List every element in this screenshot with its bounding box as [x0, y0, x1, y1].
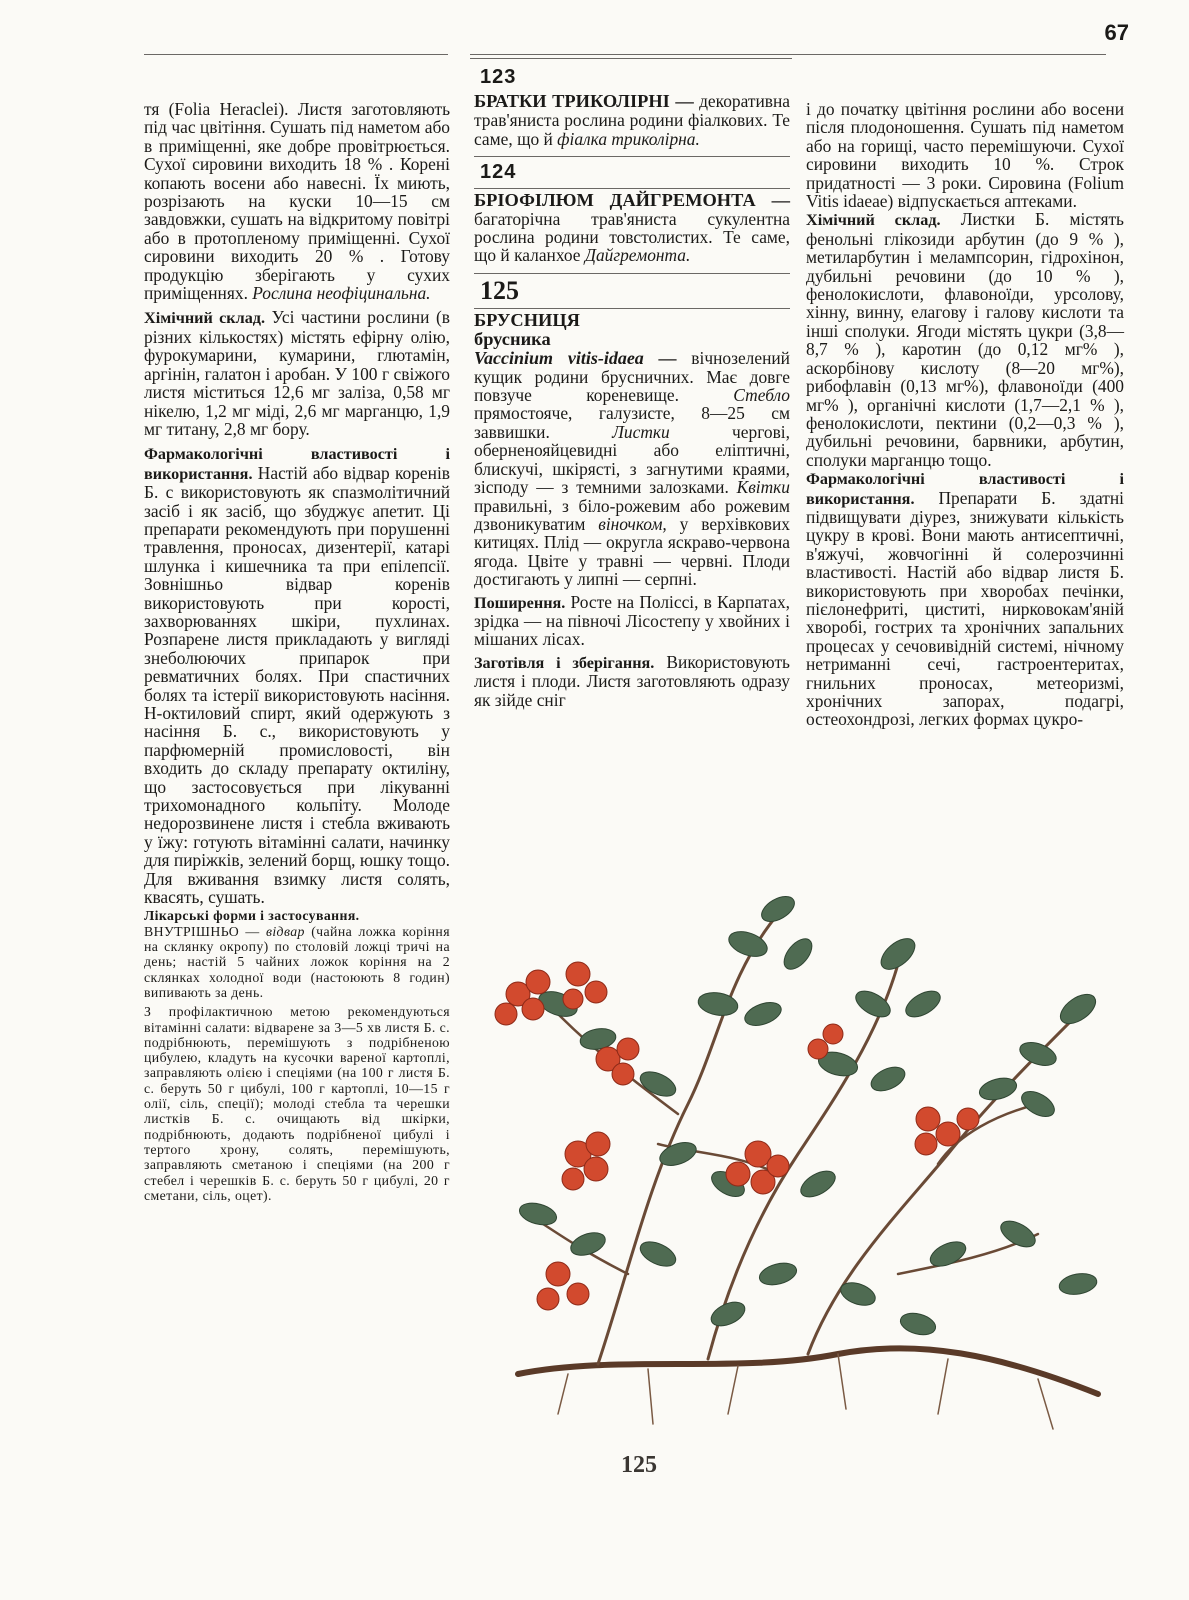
section-heading: Заготівля і зберігання.: [474, 653, 655, 672]
italic-term: Квітки: [736, 477, 790, 498]
section-heading: Фармакологічні властивості і використання.: [806, 470, 1124, 508]
text-run: багаторічна трав'яниста сукулентна рослина родини товстолистих. Те саме, що й каланхое: [474, 208, 790, 266]
label-caps: ВНУТРІШНЬО —: [144, 923, 260, 939]
entry-title: БРАТКИ ТРИКОЛІРНІ —: [474, 91, 694, 112]
column-middle: [474, 62, 790, 709]
entry-divider: [474, 273, 790, 274]
header-rule-col2: [470, 58, 792, 59]
section-heading: Фармакологічні властивості і використання.: [144, 445, 450, 483]
text-run: Листки Б. містять фенольні глікозиди арбутин (до 9 % ), метиларбутин і мелампсорин, гідрохінон, дубильні речовини (до 10 % ), фенолокислоти, флавоноїди, урсолову, хінну, винну, елагову і галову кислоти та інші сполуки. Ягоди містять цукри (3,8—8,7 % ), каротин (до 0,12 мг% ), аскорбінову кислоту (8—20 мг%), рибофлавін (0,13 мг%), флавоноїди (400 мг% ), органічні кислоти (1,7—2,1 % ), фенолокислоти, пектини (0,2—0,3 % ), дубильні речовини, барвники, арбутин, сполуки марганцю тощо.: [806, 209, 1124, 470]
italic-term: відвар: [265, 923, 305, 939]
text-run: Усі частини рослини (в різних кількостях) містять ефірну олію, фурокумарини, кумарини, глютамін, аргінін, галатон і аробан. У 100 г свіжого листя міститься 12,6 мг заліза, 0,58 мг нікелю, 1,2 мг міді, 2,6 мг марганцю, 1,9 мг титану, 2,8 мг бору.: [144, 307, 450, 439]
latin-name: Vaccinium vitis-idaea —: [474, 348, 677, 369]
section-heading: Лікарські форми і застосування.: [144, 908, 360, 924]
paragraph: [806, 469, 1124, 729]
entry-divider: [474, 156, 790, 157]
italic-term: Стебло: [733, 385, 790, 406]
cowberry-illustration: [478, 854, 1124, 1452]
text-run: Настій або відвар коренів Б. с використовують як спазмолітичний засіб і як засіб, що збуджує апетит. Ці препарати рекомендують при порушенні травлення, проносах, дизентерії, катарі шлунка і кишечника та при епілепсії. Зовнішньо відвар коренів використовують при короcті, захворюваннях шкіри, пухлинах. Розпарене листя прикладають у вигляді знеболюючих припарок при ревматичних болях. При спастичних болях та істерії використовують насіння. Н-октиловий спирт, який одержують з насіння Б. с., використовують у парфюмерній промисловості, він входить до складу препарату октиліну, що застосовується при лікуванні трихомонадного кольпіту. Молоде недорозвинене листя і стебла вживають у їжу: готують вітамінні салати, начинку для пиріжків, зелений борщ, юшку тощо. Для вживання взимку листя солять, квасять, сушать.: [144, 462, 450, 908]
text-run: чергові, оберненояйцевидні або еліптичні, блискучі, шкірясті, з загнутими краями, зісподу — з темними залозками.: [474, 421, 790, 498]
paragraph: і до початку цвітіння рослини або восени після плодоношення. Сушать під наметом або на горищі, часто перемішуючи. Сухої сировини виходить 10 %. Строк придатності — 3 роки. Сировина (Folium Vitis idaeae) відпускається аптеками.: [806, 99, 1124, 212]
entry-title: БРІОФІЛЮМ ДАЙГРЕМОНТА —: [474, 189, 790, 210]
column-right: [806, 100, 1124, 729]
prophylaxis-text: З профілактичною метою рекомендуються вітамінні салати: відварене за 3—5 хв листя Б. с. подрібнюють, перемішують з подрібненою цибулею, кладуть на кусочки вареної картоплі, заправляють олією і спеціями (на 100 г листя Б. с. беруть 50 г цибулі, 100 г картоплі, 10—15 г олії, сіль, спеції); молоді стебла та черешки листків Б. с. очищають від шкірки, подрібнюють, додають подрібненої цибулі і тертого хрону, солять, перемішують, заправляють сметаною і спеціями (на 200 г стебел і черешків Б. с. беруть 50 г цибулі, 20 г сметани, сіль, оцет).: [144, 1004, 450, 1203]
section-heading: Хімічний склад.: [144, 309, 266, 328]
entry-divider: [474, 308, 790, 309]
section-heading: Поширення.: [474, 593, 566, 612]
column-left: [144, 100, 450, 1203]
italic-ref: фіалка триколірна.: [557, 128, 700, 149]
text-run: Росте на Поліссі, в Карпатах, зрідка — на півночі Лісостепу у хвойних і мішаних лісах.: [474, 591, 790, 650]
paragraph: [474, 653, 790, 709]
text-run: тя (Folia Heraclei). Листя заготовляють під час цвітіння. Сушать під наметом або в приміщенні, яке добре провітрюється. Сухої сировини виходить 18 % . Корені копають восени або навесні. Їх миють, розрізають на куски 10—15 см завдовжки, сушать на відкритому повітрі або в протопленому приміщенні. Сухої сировини виходить 20 % . Готову продукцію зберігають у сухих приміщеннях.: [144, 99, 450, 304]
entry-title: БРУСНИЦЯ: [474, 310, 580, 331]
entry-number: 124: [480, 161, 517, 184]
header-rule-right: [470, 54, 1106, 55]
figure-caption: 125: [621, 1452, 657, 1478]
page-number: 67: [1104, 20, 1129, 45]
section-heading: Хімічний склад.: [806, 211, 941, 230]
entry-number: 123: [480, 66, 517, 88]
russian-name: брусника: [474, 329, 551, 350]
paragraph: [144, 100, 450, 302]
paragraph: [806, 210, 1124, 469]
small-print-block: [144, 908, 450, 1203]
entry-123: [474, 92, 790, 148]
text-run: вічнозелений кущик родини брусничних. Має довге повзуче кореневище.: [474, 348, 790, 406]
paragraph: [144, 308, 450, 438]
italic-term: Листки: [612, 421, 670, 442]
paragraph: [144, 444, 450, 906]
text-run: правильні, з біло-рожевим або рожевим дзвоникуватим: [474, 495, 790, 534]
entry-124: [474, 191, 790, 265]
italic-ref: Дайгремонта.: [584, 245, 691, 266]
header-rule-left: [144, 54, 448, 55]
entry-125: [474, 311, 790, 588]
text-run: у верхівкових китицях. Плід — округла яскраво-червона ягода. Цвіте у травні — червні. Плоди достигають у липні — серпні.: [474, 513, 790, 590]
text-run: (чайна ложка коріння на склянку окропу) по столовій ложці тричі на день; настій 5 чайних ложок коріння на 2 склянках холодної води (настоюють 8 годин) випивають за день.: [144, 923, 450, 1000]
entry-number: 125: [480, 275, 519, 305]
text-run: декоративна трав'яниста рослина родини фіалкових. Те саме, що й: [474, 91, 790, 149]
entry-divider: [474, 188, 790, 189]
text-run: прямостояче, галузисте, 8—25 см заввишки.: [474, 403, 790, 442]
text-run: Препарати Б. здатні підвищувати діурез, знижувати кількість цукру в крові. Вони мають антисептичні, в'яжучі, жовчогінні й солерозчинні властивості. Настій або відвар листя Б. використовують при хворобах печінки, пієлонефриті, циститі, нирковокам'яній хворобі, гострих та хронічних запальних процесах у сечовивідній системі, нічному нетриманні сечі, гастроентеритах, гнильних проносах, метеоризмі, хронічних запорах, подагрі, остеохондрозі, легких формах цукро-: [806, 487, 1124, 730]
italic-note: Рослина неофіцинальна.: [252, 283, 431, 304]
text-run: Використовують листя і плоди. Листя заготовляють одразу як зійде сніг: [474, 651, 790, 710]
italic-term: віночком,: [598, 513, 667, 534]
paragraph: [474, 593, 790, 649]
